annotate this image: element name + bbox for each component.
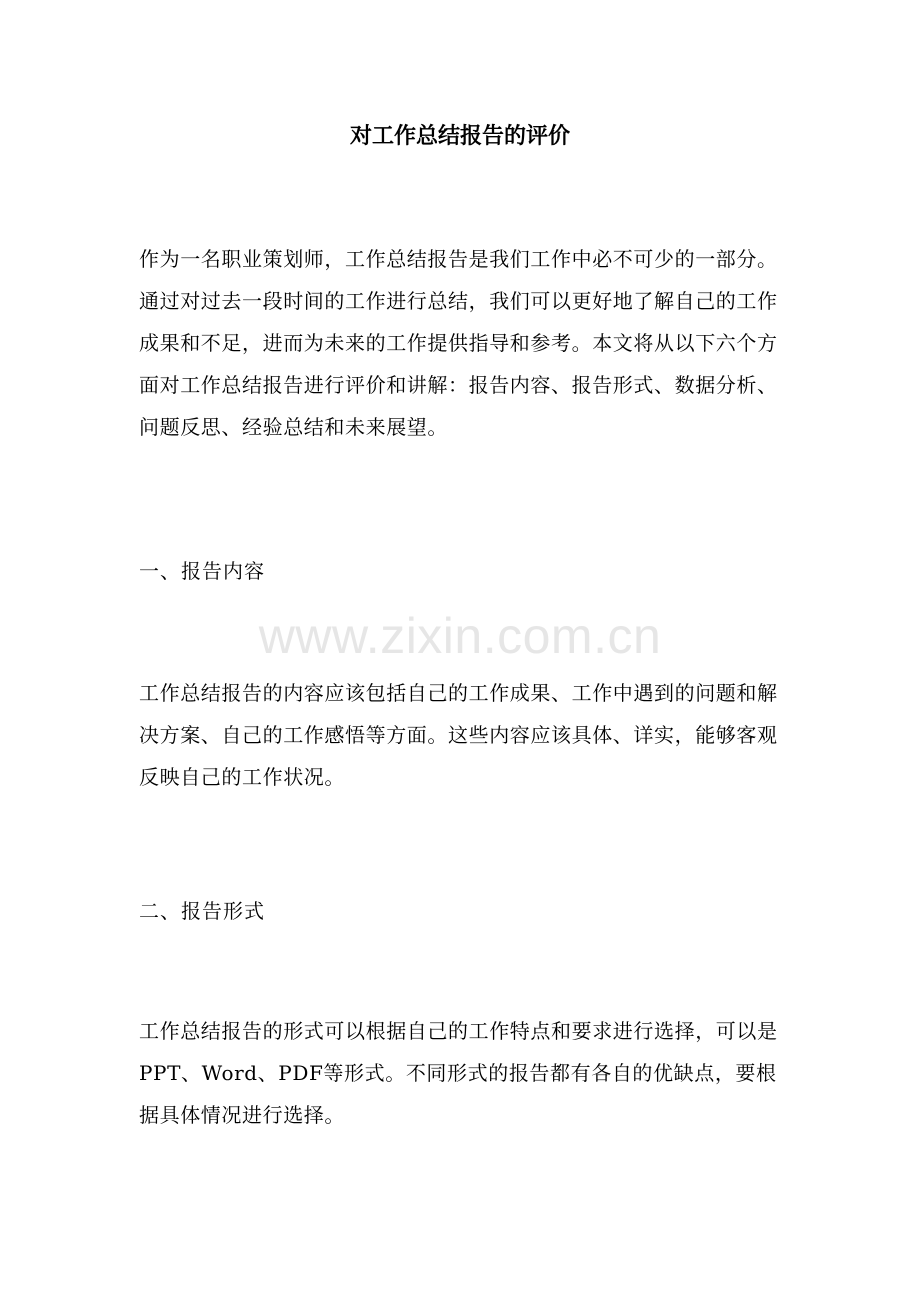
section-heading-format: 二、报告形式 [139,899,265,923]
section-body-format: 工作总结报告的形式可以根据自己的工作特点和要求进行选择，可以是PPT、Word、PDF等形式。不同形式的报告都有各自的优缺点，要根据具体情况进行选择。 [139,1019,778,1127]
section-heading-content: 一、报告内容 [139,559,265,583]
section-body-content: 工作总结报告的内容应该包括自己的工作成果、工作中遇到的问题和解决方案、自己的工作感悟等方面。这些内容应该具体、详实，能够客观反映自己的工作状况。 [139,681,778,789]
intro-paragraph: 作为一名职业策划师，工作总结报告是我们工作中必不可少的一部分。通过对过去一段时间的工作进行总结，我们可以更好地了解自己的工作成果和不足，进而为未来的工作提供指导和参考。本文将从以下六个方面对工作总结报告进行评价和讲解：报告内容、报告形式、数据分析、问题反思、经验总结和未来展望。 [139,247,778,439]
watermark: www.zixin.com.cn [258,608,662,664]
document-title: 对工作总结报告的评价 [349,123,570,149]
